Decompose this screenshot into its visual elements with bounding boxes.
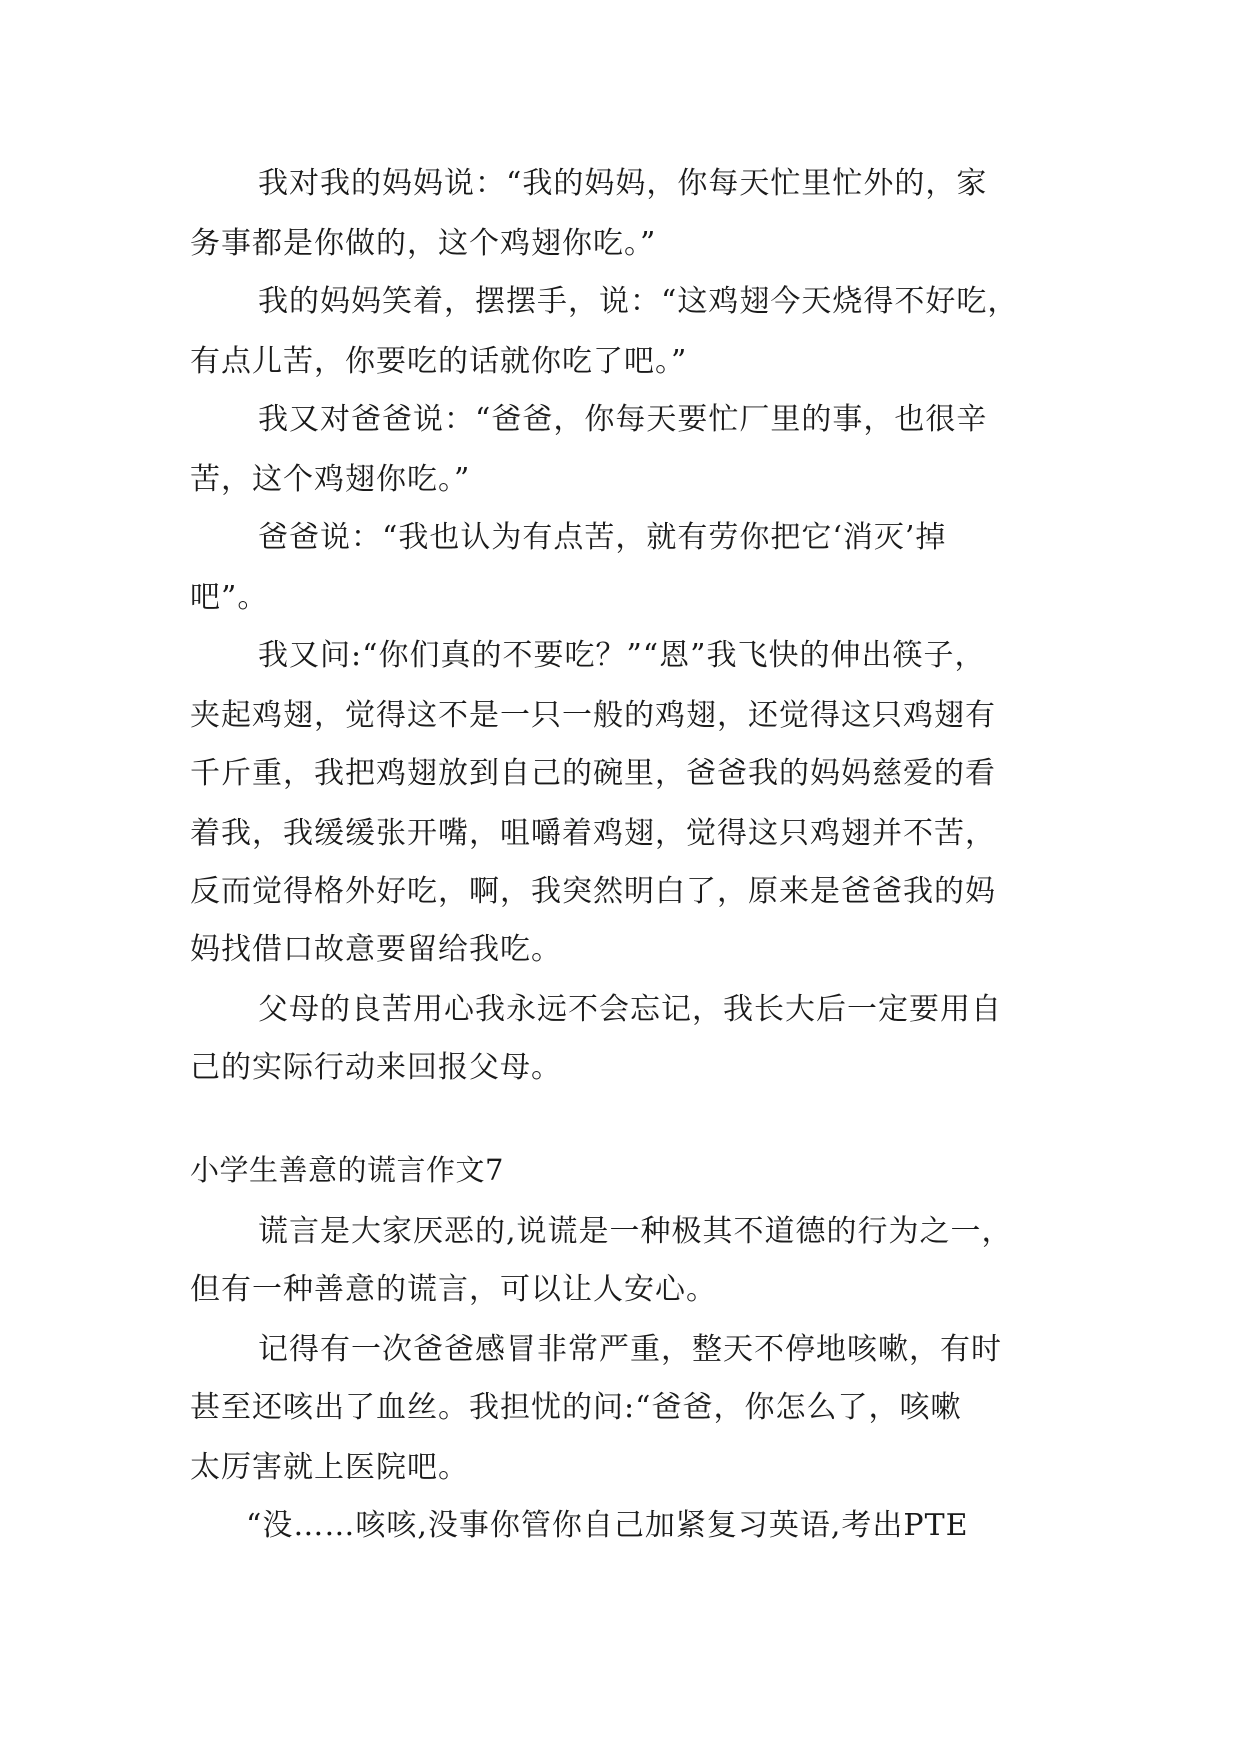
paragraph-line: 吧”。 xyxy=(190,580,269,615)
paragraph-line: 爸爸说：“我也认为有点苦，就有劳你把它‘消灭’掉 xyxy=(258,520,947,555)
paragraph-line: 甚至还咳出了血丝。我担忧的问:“爸爸，你怎么了，咳嗽 xyxy=(190,1390,962,1425)
paragraph-line: 记得有一次爸爸感冒非常严重，整天不停地咳嗽，有时 xyxy=(258,1332,1002,1367)
paragraph-line: 父母的良苦用心我永远不会忘记，我长大后一定要用自 xyxy=(258,992,1002,1027)
paragraph-line: 着我，我缓缓张开嘴，咀嚼着鸡翅，觉得这只鸡翅并不苦， xyxy=(190,816,996,851)
paragraph-line: 务事都是你做的，这个鸡翅你吃。” xyxy=(190,226,657,261)
paragraph-line: 反而觉得格外好吃，啊，我突然明白了，原来是爸爸我的妈 xyxy=(190,874,996,909)
paragraph-line: 我又对爸爸说：“爸爸，你每天要忙厂里的事，也很辛 xyxy=(258,402,988,437)
paragraph-line: 夹起鸡翅，觉得这不是一只一般的鸡翅，还觉得这只鸡翅有 xyxy=(190,698,996,733)
paragraph-line: 我的妈妈笑着，摆摆手，说：“这鸡翅今天烧得不好吃， xyxy=(258,284,1019,319)
section-heading: 小学生善意的谎言作文7 xyxy=(190,1153,504,1187)
paragraph-line: 谎言是大家厌恶的,说谎是一种极其不道德的行为之一， xyxy=(258,1214,1013,1249)
paragraph-line: 妈找借口故意要留给我吃。 xyxy=(190,932,562,967)
paragraph-line: 己的实际行动来回报父母。 xyxy=(190,1050,562,1085)
paragraph-line: “没……咳咳,没事你管你自己加紧复习英语,考出PTE xyxy=(246,1508,969,1543)
paragraph-line: 太厉害就上医院吧。 xyxy=(190,1450,469,1485)
paragraph-line: 千斤重，我把鸡翅放到自己的碗里，爸爸我的妈妈慈爱的看 xyxy=(190,756,996,791)
paragraph-line: 但有一种善意的谎言，可以让人安心。 xyxy=(190,1272,717,1307)
paragraph-line: 我对我的妈妈说：“我的妈妈，你每天忙里忙外的，家 xyxy=(258,166,988,201)
paragraph-line: 我又问:“你们真的不要吃？”“恩”我飞快的伸出筷子， xyxy=(258,638,986,673)
paragraph-line: 苦，这个鸡翅你吃。” xyxy=(190,462,471,497)
paragraph-line: 有点儿苦，你要吃的话就你吃了吧。” xyxy=(190,344,688,379)
